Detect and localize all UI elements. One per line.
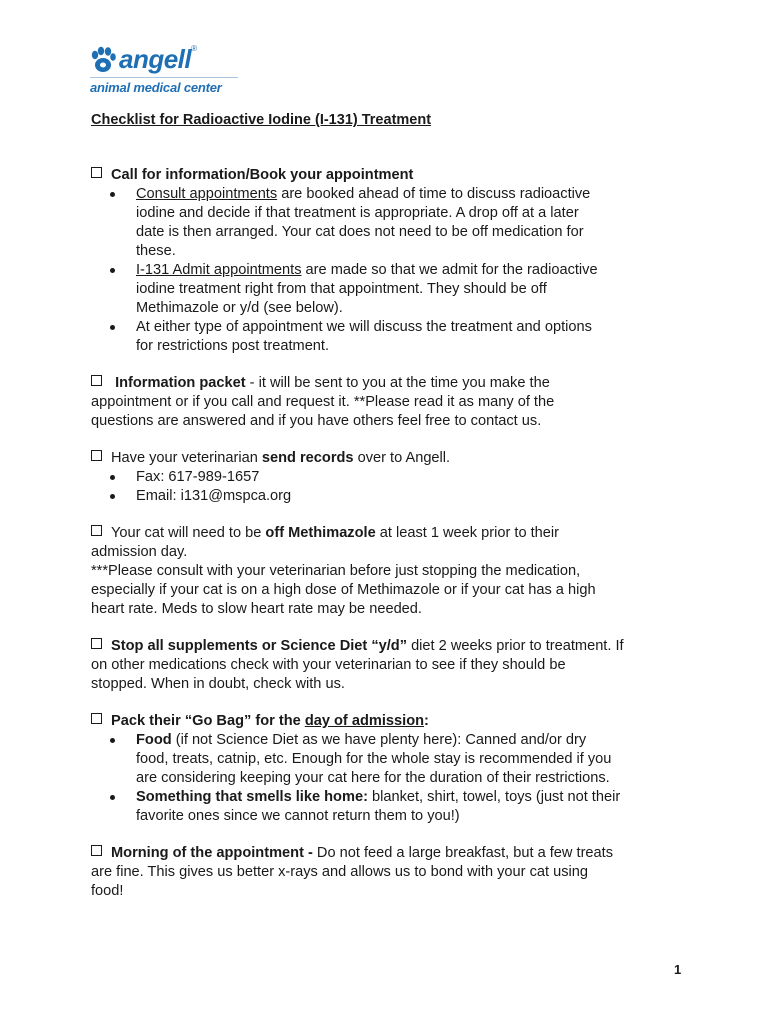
page-number: 1 [674,962,682,977]
angell-logo [90,44,240,98]
send-records-text: send records [261,450,354,466]
list-item-home: Something that smells like home: blanket, shirt, towel, toys (just not their favorite ones since we cannot return them to you!) [136,788,691,826]
checkbox[interactable] [91,713,102,724]
gobag-items [91,731,691,826]
methimazole-note: ***Please consult with your veterinarian before just stopping the medication, [91,563,581,579]
checklist-item-supplements: Stop all supplements or Science Diet “y/d” diet 2 weeks prior to treatment. If on other medications check with your veterinarian to see if they should be stopped. When in doubt, check with us. [91,638,624,692]
list-item-consult: Consult appointments are booked ahead of time to discuss radioactive iodine and decide if that treatment is appropriate. A drop off at a later date is then arranged. Your cat does not need to be off medication for these. [136,185,691,261]
checkbox[interactable] [91,638,102,649]
stop-supplements-text: Stop all supplements or Science Diet “y/d” [111,638,408,654]
bullet-icon [110,738,115,743]
day-of-admission-text: day of admission [304,713,425,729]
brand-name: angell® [119,44,197,74]
records-contacts [91,468,691,506]
morning-heading: Morning of the appointment - [111,845,313,861]
page-title: Checklist for Radioactive Iodine (I-131) Treatment [91,112,432,128]
bullet-icon [110,268,115,273]
bullet-icon [110,192,115,197]
checkbox[interactable] [91,525,102,536]
call-heading: Call for information/Book your appointment [111,167,414,183]
off-methimazole-text: off Methimazole [265,525,376,541]
list-item-admit: I-131 Admit appointments are made so that we admit for the radioactive iodine treatment right from that appointment. They should be off Methimazole or y/d (see below). [136,261,691,318]
consult-appointments-link[interactable]: Consult appointments [136,186,278,202]
checklist-item-gobag: Pack their “Go Bag” for the day of admission: Food (if not Science Diet as we have plenty here): Canned and/or dry food, treats, catnip, etc. Enough for the whole stay is recommended if you are considering keeping your cat here for the duration of their restrictions. Something that smells like home: blanket, shirt, towel, toys (just not their favorite ones since we cannot return them to you!) [91,712,691,826]
checklist-item-methimazole: Your cat will need to be off Methimazole at least 1 week prior to their admission day. ***Please consult with your veterinarian before just stopping the medication, especially if your cat is on a high dose of Methimazole or if your cat has a high heart rate. Meds to slow heart rate may be needed. [91,524,691,619]
checklist-item-packet: Information packet - it will be sent to you at the time you make the appointment or if you call and request it. **Please read it as many of the questions are answered and if you have others feel free to contact us. [91,375,555,429]
fax-item: Fax: 617-989-1657 [136,468,691,487]
bullet-icon [110,325,115,330]
checkbox[interactable] [91,167,102,178]
call-subitems [91,185,691,356]
list-item-food: Food (if not Science Diet as we have plenty here): Canned and/or dry food, treats, catnip, etc. Enough for the whole stay is recommended if you are considering keeping your cat here for the duration of their restrictions. [136,731,691,788]
checklist-item-records: Have your veterinarian send records over to Angell. Fax: 617-989-1657 Email: i131@mspca.org [91,449,691,506]
bullet-icon [110,795,115,800]
checkbox[interactable] [91,450,102,461]
paw-print-icon [90,46,116,74]
checklist-item-call [91,166,691,356]
list-item-either: At either type of appointment we will discuss the treatment and options for restrictions post treatment. [136,318,691,356]
bullet-icon [110,475,115,480]
packet-heading: Information packet [115,375,246,391]
admit-appointments-link[interactable]: I-131 Admit appointments [136,262,302,278]
email-item: Email: i131@mspca.org [136,487,691,506]
registered-mark: ® [191,44,197,53]
checkbox[interactable] [91,845,102,856]
checklist-item-morning: Morning of the appointment - Do not feed a large breakfast, but a few treats are fine. This gives us better x-rays and allows us to bond with your cat using food! [91,845,614,899]
bullet-icon [110,494,115,499]
checklist [91,166,691,919]
brand-tagline: animal medical center [90,80,222,95]
checkbox[interactable] [91,375,102,386]
logo-divider [90,77,238,78]
